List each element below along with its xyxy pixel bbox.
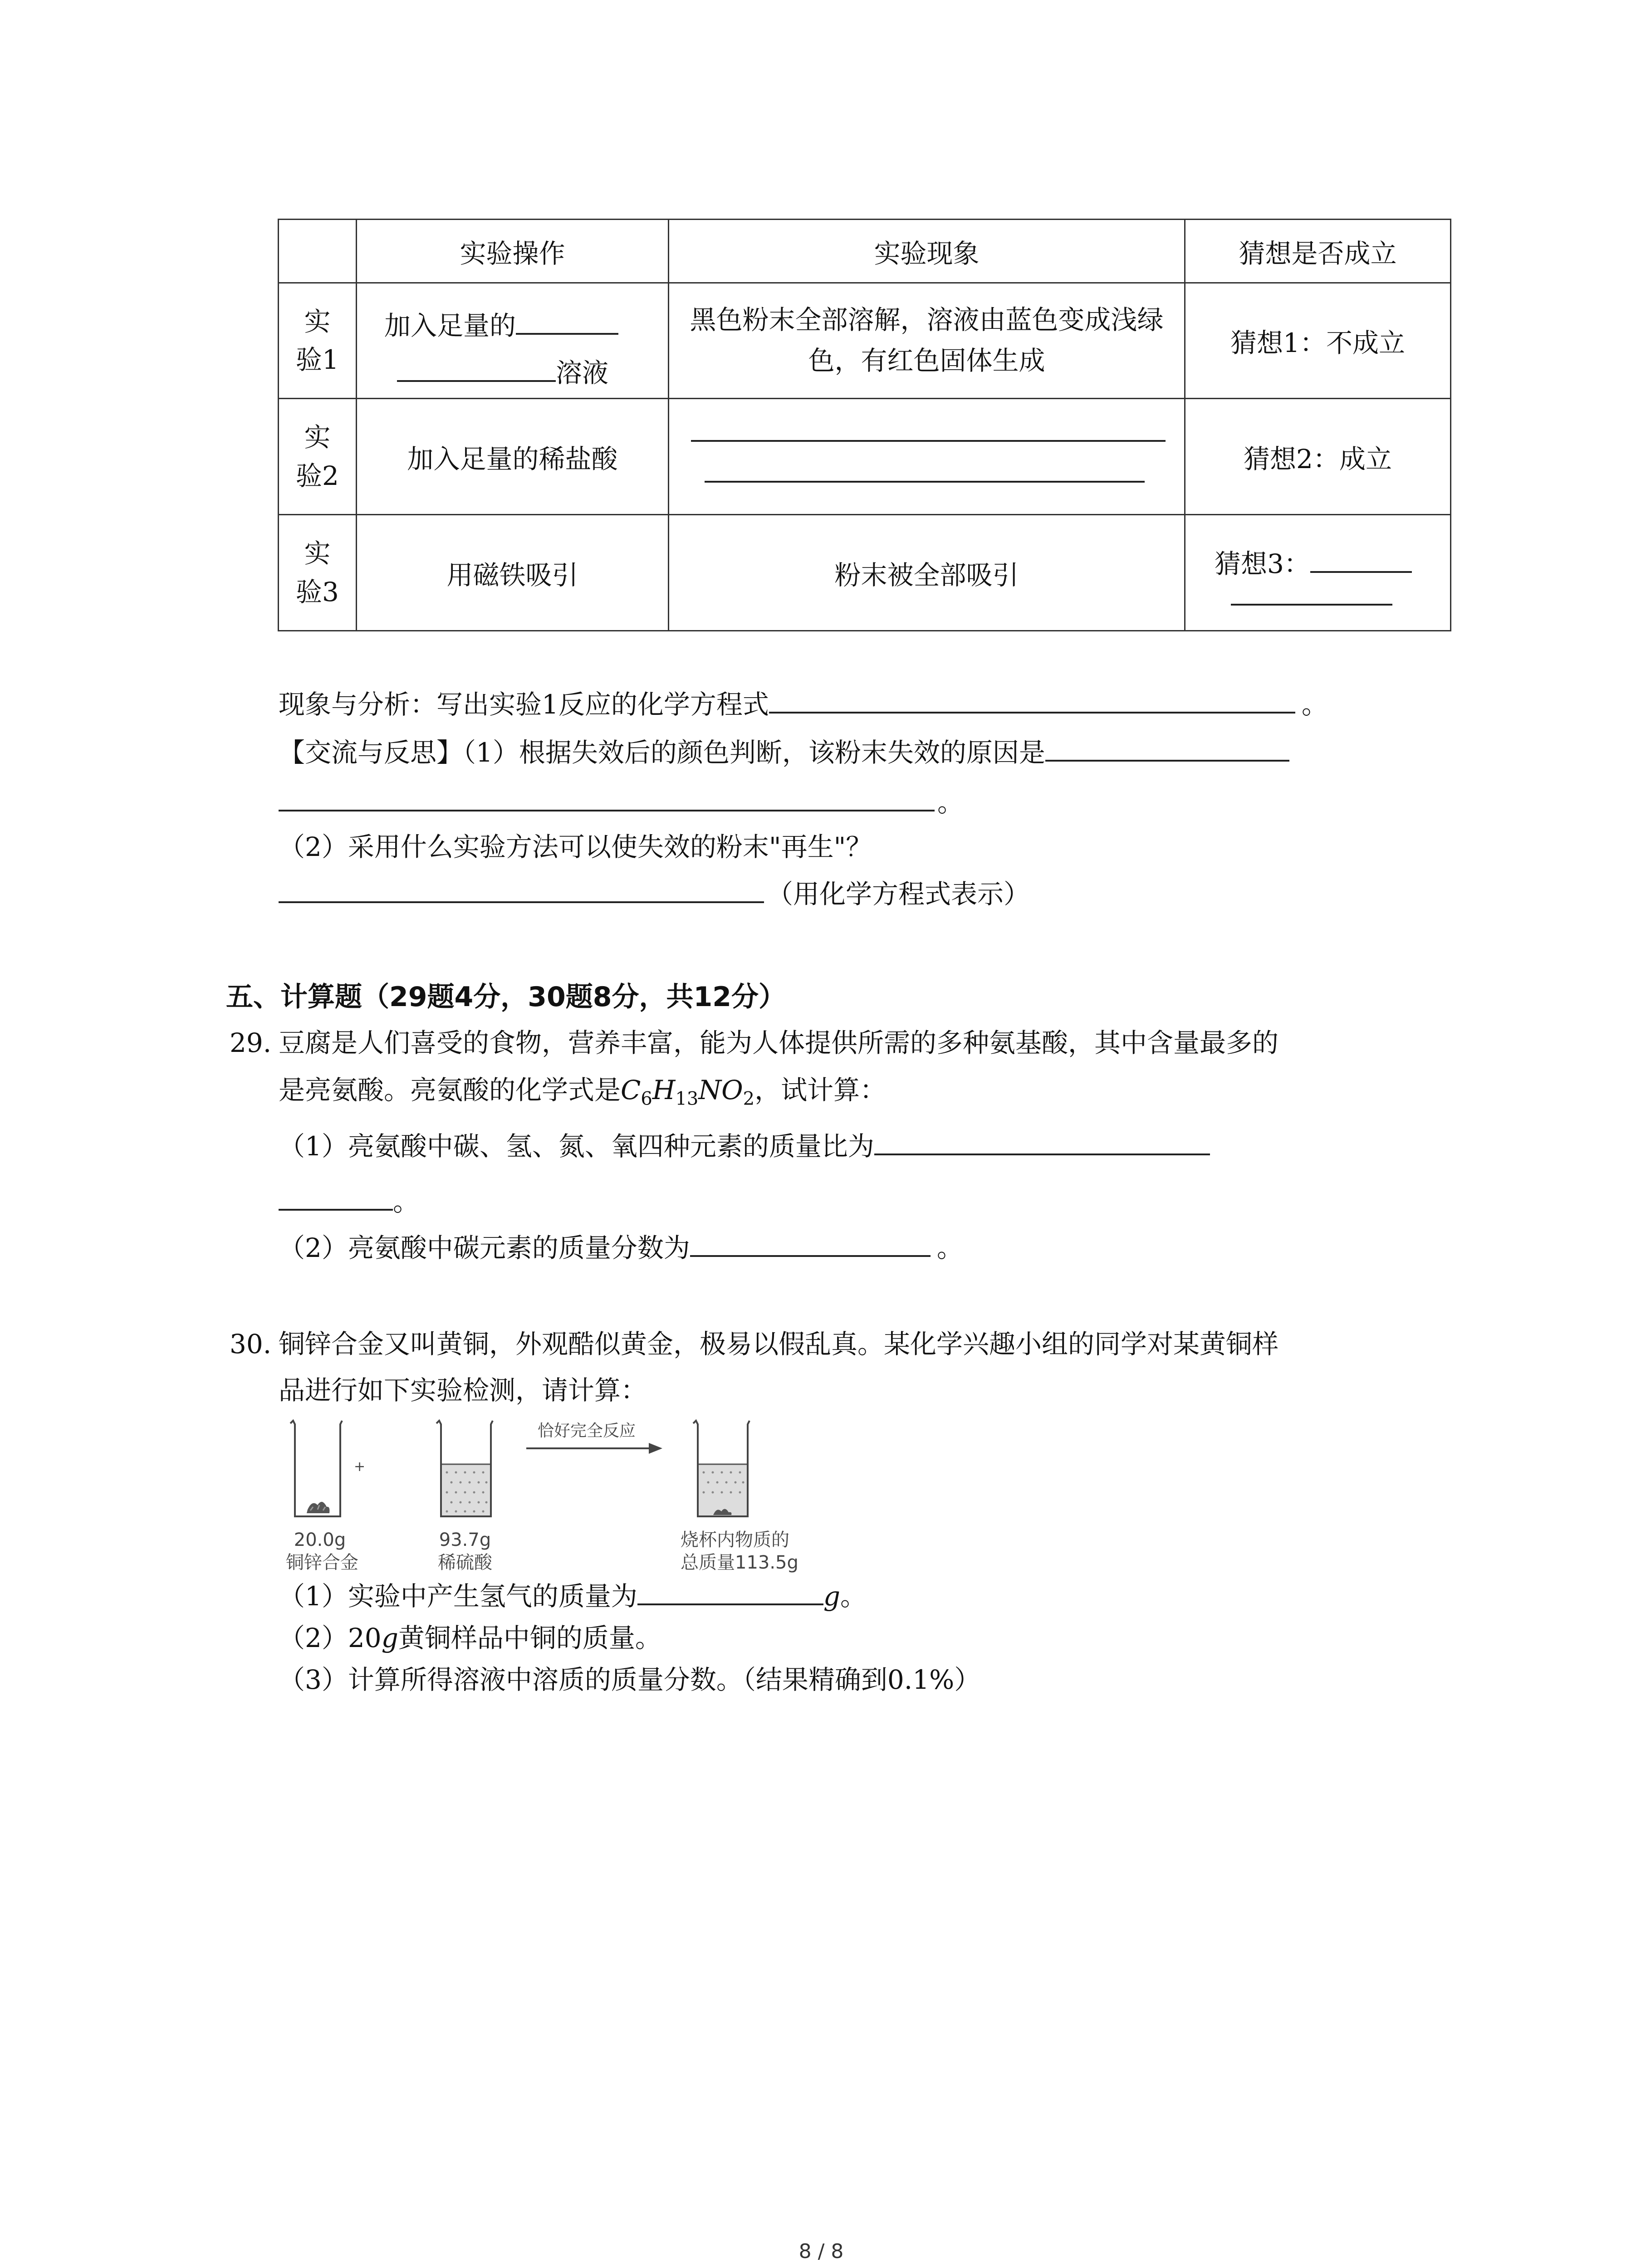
question-text: 铜锌合金又叫黄铜，外观酷似黄金，极易以假乱真。某化学兴趣小组的同学对某黄铜样: [279, 1329, 1279, 1359]
caption-text: 烧杯内物质的: [681, 1530, 789, 1550]
unit-text: g: [381, 1623, 398, 1653]
answer-blank: [705, 481, 1145, 483]
beaker-caption: [431, 1529, 499, 1574]
phenomenon-cell: [669, 399, 1185, 515]
sub-question-text: （2）20: [279, 1623, 382, 1653]
result-cell: [1185, 515, 1451, 631]
reflection-question: （2）采用什么实验方法可以使失效的粉末"再生"？: [279, 831, 872, 862]
question-text-line: [279, 1077, 886, 1108]
table-row: [279, 515, 1451, 631]
sub-question-text: 。: [936, 1232, 963, 1263]
caption-text: 总质量113.5g: [681, 1552, 798, 1573]
reflection-line: [279, 789, 964, 816]
table-header-cell: [279, 220, 357, 283]
answer-blank: [279, 1207, 393, 1211]
phenomenon-cell: 粉末被全部吸引: [669, 515, 1185, 631]
unit-text: g: [823, 1581, 841, 1612]
answer-blank: [1310, 569, 1412, 573]
answer-blank: [1231, 604, 1392, 606]
sub-question-text: （1）亮氨酸中碳、氢、氮、氧四种元素的质量比为: [279, 1131, 874, 1162]
experiment-table: [278, 219, 1451, 631]
table-header-row: [279, 220, 1451, 283]
sub-question: [279, 1232, 963, 1263]
phenomenon-cell: [669, 283, 1185, 399]
beaker-icon: [693, 1421, 749, 1516]
answer-blank: [279, 808, 935, 811]
chemical-formula: $C_6H_{13}NO_2$: [621, 1075, 755, 1110]
sub-question-text: 黄铜样品中铜的质量。: [398, 1623, 661, 1653]
table-header-cell: 实验现象: [669, 220, 1185, 283]
analysis-text: 现象与分析：写出实验1反应的化学方程式: [279, 689, 769, 720]
answer-blank: [279, 899, 764, 903]
reflection-text: （用化学方程式表示）: [767, 879, 1030, 909]
answer-blank: [874, 1152, 1210, 1155]
sub-question: [279, 1625, 661, 1651]
question-number: 29.: [230, 1027, 272, 1058]
table-row: [279, 283, 1451, 399]
caption-text: 铜锌合金: [286, 1552, 358, 1573]
sub-question-text: （2）亮氨酸中碳元素的质量分数为: [279, 1232, 690, 1263]
question-text: 豆腐是人们喜受的食物，营养丰富，能为人体提供所需的多种氨基酸，其中含量最多的: [279, 1027, 1279, 1058]
sub-question: [279, 1581, 867, 1612]
answer-blank: [690, 1253, 931, 1257]
sub-question: [279, 1131, 1210, 1162]
beaker-diagram: [281, 1414, 835, 1528]
phenomenon-text: 黑色粉末全部溶解，溶液由蓝色变成浅绿色，有红色固体生成: [690, 304, 1164, 376]
operation-cell: [357, 283, 669, 399]
row-label: 实 验2: [279, 399, 357, 515]
reflection-text: 。: [937, 787, 964, 818]
beaker-icon: [290, 1421, 342, 1516]
operation-cell: 加入足量的稀盐酸: [357, 399, 669, 515]
analysis-text: 。: [1301, 689, 1328, 720]
beaker-icon: [436, 1421, 493, 1516]
answer-blank: [769, 710, 1295, 714]
question-number: 30.: [230, 1329, 272, 1359]
operation-text: 溶液: [556, 357, 609, 388]
sub-question-text: （1）实验中产生氢气的质量为: [279, 1581, 637, 1612]
beaker-caption: [286, 1529, 358, 1574]
question-text: ，试计算：: [754, 1075, 887, 1105]
reflection-text: 【交流与反思】（1）根据失效后的颜色判断，该粉末失效的原因是: [279, 737, 1045, 768]
table-header-cell: 实验操作: [357, 220, 669, 283]
operation-cell: 用磁铁吸引: [357, 515, 669, 631]
answer-blank: [637, 1602, 823, 1605]
sub-question: [279, 1188, 419, 1215]
experiment-figure: [281, 1414, 835, 1573]
reaction-arrow-icon: [526, 1443, 662, 1454]
analysis-line: [279, 691, 1328, 718]
result-cell: 猜想2：成立: [1185, 399, 1451, 515]
arrow-label: 恰好完全反应: [538, 1422, 636, 1440]
result-text: 猜想3：: [1215, 548, 1310, 579]
table-header-cell: 猜想是否成立: [1185, 220, 1451, 283]
answer-blank: [691, 440, 1166, 442]
sub-question-text: 。: [393, 1186, 420, 1217]
row-label: 实 验3: [279, 515, 357, 631]
question-text: 是亮氨酸。亮氨酸的化学式是: [279, 1075, 621, 1105]
plus-sign: +: [354, 1459, 366, 1475]
question-text: 品进行如下实验检测，请计算：: [279, 1375, 647, 1406]
reflection-line: [279, 739, 1289, 766]
beaker-caption: [681, 1529, 798, 1574]
caption-text: 93.7g: [439, 1530, 491, 1550]
caption-text: 稀硫酸: [438, 1552, 492, 1573]
caption-text: 20.0g: [294, 1530, 346, 1550]
answer-blank: [397, 378, 556, 382]
row-label: 实 验1: [279, 283, 357, 399]
section-title: 五、计算题（29题4分，30题8分，共12分）: [226, 981, 786, 1013]
reflection-line: [279, 881, 1030, 907]
table-row: [279, 399, 1451, 515]
sub-question: （3）计算所得溶液中溶质的质量分数。（结果精确到0.1%）: [279, 1664, 981, 1695]
operation-text: 加入足量的: [384, 310, 516, 341]
result-cell: 猜想1：不成立: [1185, 283, 1451, 399]
page-number: 8 / 8: [798, 2240, 844, 2263]
answer-blank: [516, 331, 618, 335]
sub-question-text: 。: [840, 1581, 867, 1612]
answer-blank: [1045, 758, 1289, 762]
